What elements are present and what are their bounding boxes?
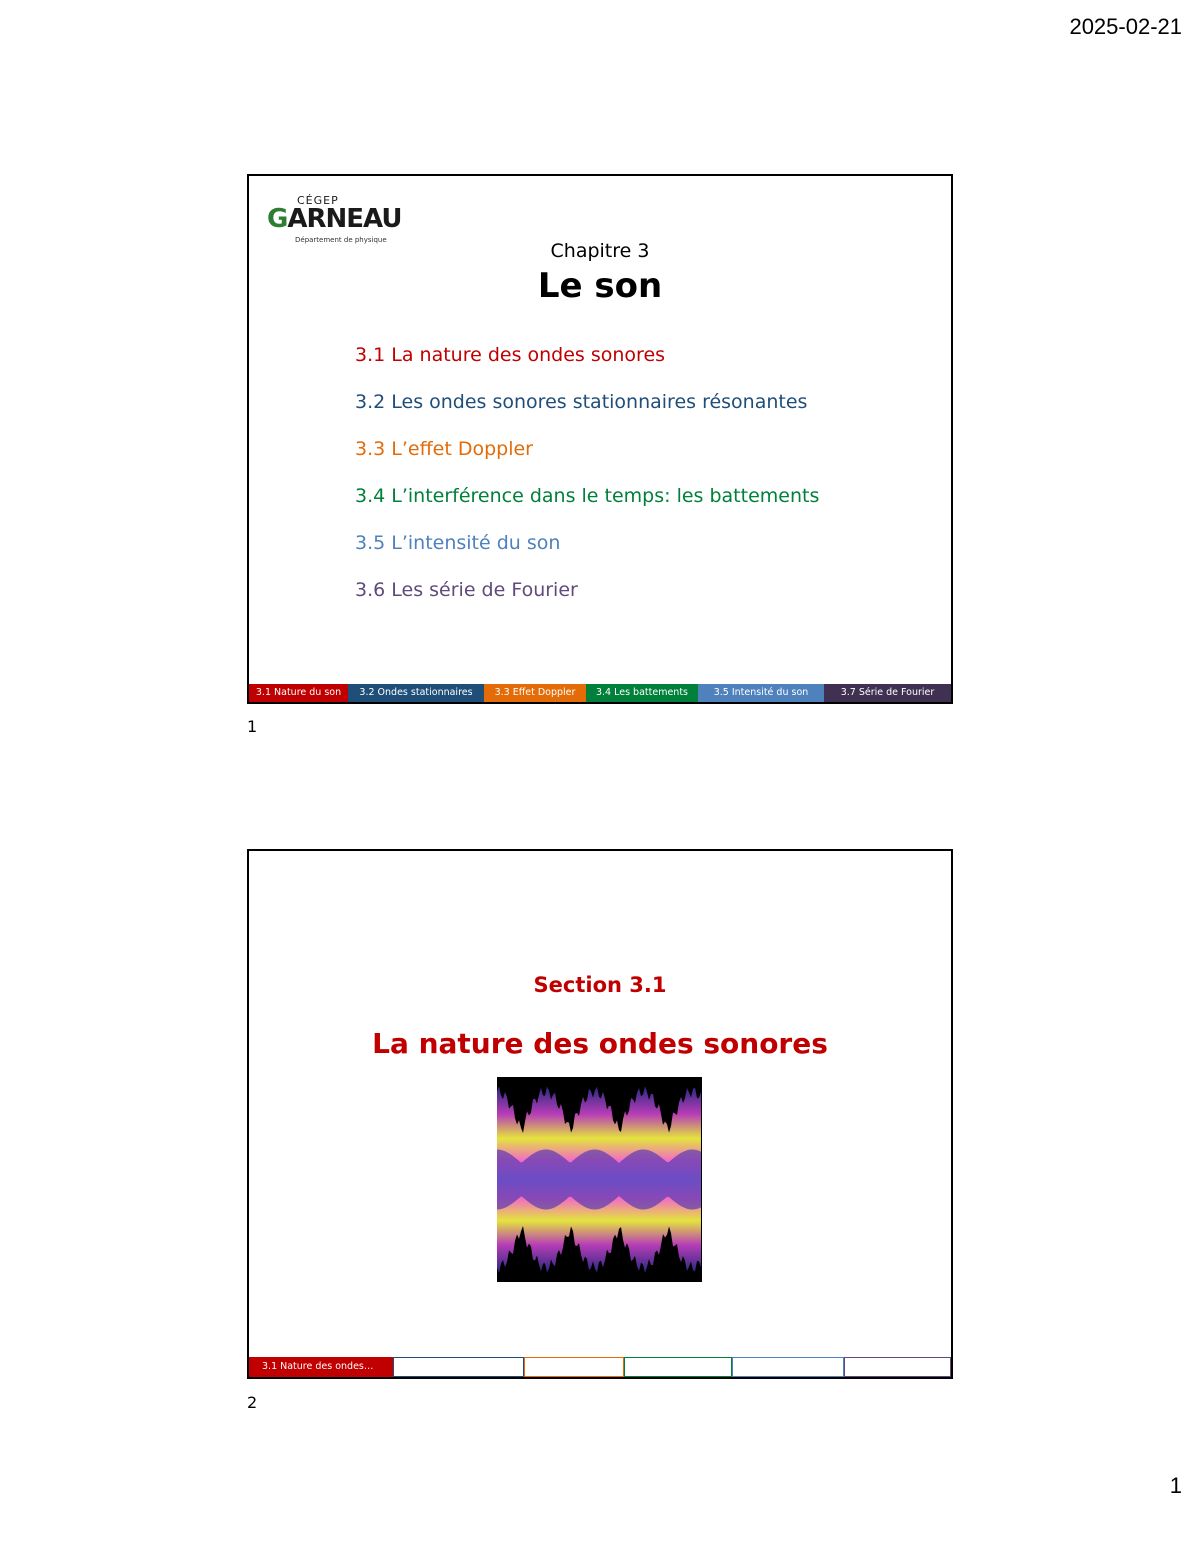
cegep-garneau-logo — [267, 194, 427, 246]
logo-top-text: CÉGEP — [297, 194, 339, 207]
nav-tab-section[interactable]: 3.5 Intensité du son — [698, 684, 824, 702]
nav-tab-active[interactable]: 3.1 Nature des ondes… — [249, 1357, 393, 1377]
slide-number: 2 — [247, 1393, 258, 1412]
nav-tab-section[interactable]: 3.3 Effet Doppler — [484, 684, 586, 702]
nav-tab-section[interactable]: 3.2 Ondes stationnaires — [348, 684, 484, 702]
sound-wave-image — [497, 1077, 702, 1282]
table-of-contents — [355, 342, 819, 624]
logo-sub-text: Département de physique — [295, 236, 387, 244]
toc-item[interactable]: 3.3 L’effet Doppler — [355, 438, 533, 460]
section-title: La nature des ondes sonores — [372, 1027, 828, 1060]
section-nav-bar — [249, 684, 951, 702]
nav-tab-section[interactable]: 3.4 Les battements — [586, 684, 698, 702]
section-label: Section 3.1 — [533, 973, 667, 997]
toc-item[interactable]: 3.6 Les série de Fourier — [355, 579, 578, 601]
slide-title: Le son — [537, 266, 663, 306]
page-date: 2025-02-21 — [1069, 14, 1182, 39]
toc-item[interactable]: 3.2 Les ondes sonores stationnaires résonantes — [355, 391, 808, 413]
toc-item[interactable]: 3.4 L’interférence dans le temps: les battements — [355, 485, 820, 507]
nav-tab-section[interactable]: 3.1 Nature du son — [249, 684, 348, 702]
nav-tab-section[interactable]: 3.7 Série de Fourier — [824, 684, 951, 702]
nav-tab-section[interactable] — [624, 1357, 732, 1377]
chapter-label: Chapitre 3 — [550, 240, 650, 262]
page-number: 1 — [1169, 1473, 1182, 1498]
toc-item[interactable]: 3.5 L’intensité du son — [355, 532, 561, 554]
section-nav-bar — [249, 1357, 951, 1377]
nav-tab-section[interactable] — [524, 1357, 624, 1377]
nav-tab-section[interactable] — [393, 1357, 524, 1377]
nav-tab-section[interactable] — [732, 1357, 844, 1377]
slide-1 — [247, 174, 953, 704]
logo-main-text: GARNEAU — [267, 204, 402, 234]
toc-item[interactable]: 3.1 La nature des ondes sonores — [355, 344, 666, 366]
slide-number: 1 — [247, 717, 258, 736]
nav-tab-section[interactable] — [844, 1357, 951, 1377]
slide-2 — [247, 849, 953, 1379]
